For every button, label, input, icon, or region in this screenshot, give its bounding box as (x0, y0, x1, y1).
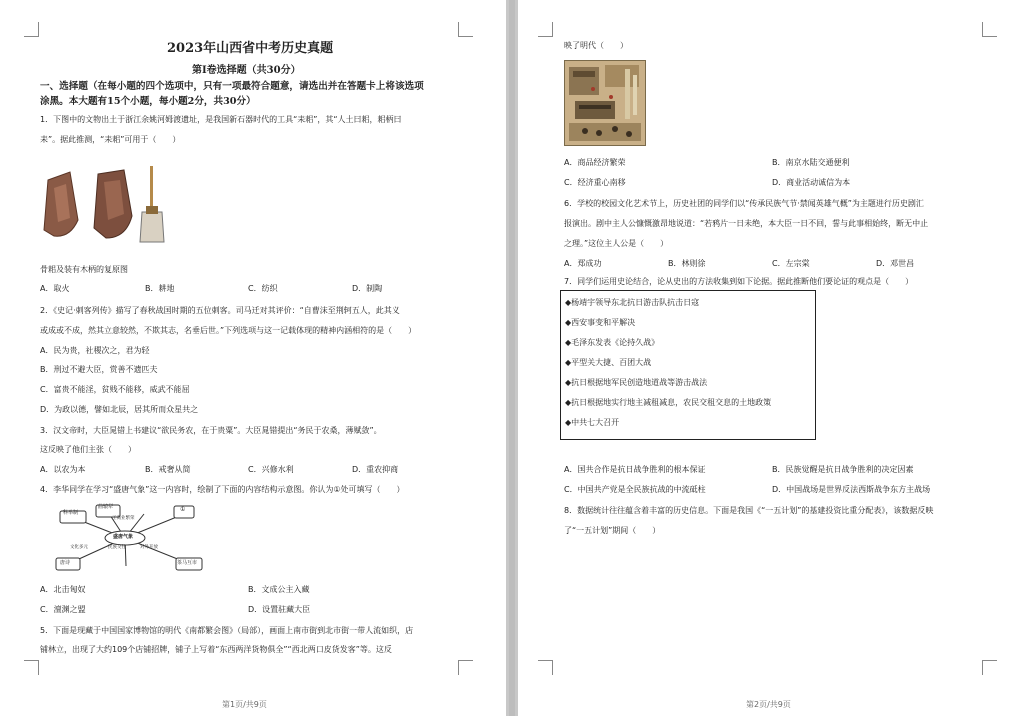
mind-map-node: 曲辕犁 (98, 504, 114, 510)
question-2-text: 或成或不成，然其立意较然，不欺其志，名垂后世。”下列选项与这一记载体现的精神内涵相符的是（ ） (40, 326, 417, 335)
document-page-2 (518, 0, 1024, 716)
evidence-box (560, 290, 816, 440)
mind-map-node: 唐诗 (60, 560, 71, 566)
question-3-text: 这反映了他们主张（ ） (40, 445, 136, 454)
question-5-text: 映了明代（ ） (564, 41, 628, 50)
evidence-item: ◆抗日根据地军民创造地道战等游击战法 (565, 378, 708, 387)
mind-map-node: ① (180, 506, 186, 513)
question-5-text: 5．下面是现藏于中国国家博物馆的明代《南都繁会图》（局部），画面上南市街到北市街一带人流如织，店 (40, 626, 414, 635)
question-8-text: 了“一五计划”期间（ ） (564, 526, 661, 535)
option-d: D．中国战场是世界反法西斯战争东方主战场 (772, 485, 931, 494)
option-b: B．文成公主入藏 (248, 585, 310, 594)
crop-mark (982, 22, 997, 37)
option-d: D．邓世昌 (876, 259, 915, 268)
page-number: 第1页/共9页 (222, 700, 267, 709)
mind-map-center: 盛唐气象 (113, 534, 134, 540)
question-6-text: 报演出。剧中主人公慷慨激昂地说道：“若鸦片一日未绝，本大臣一日不回，誓与此事相始终，断无中止 (564, 219, 929, 228)
question-3-text: 3．汉文帝时，大臣晁错上书建议“欲民务农，在于贵粟”。大臣晁错提出“务民于农桑，薄赋敛”。 (40, 426, 382, 435)
option-c: C．左宗棠 (772, 259, 810, 268)
option-a: A．民为贵，社稷次之，君为轻 (40, 346, 150, 355)
bone-spade-image (40, 160, 180, 250)
option-c: C．中国共产党是全民族抗战的中流砥柱 (564, 485, 706, 494)
question-7-text: 7．同学们运用史论结合，论从史出的方法收集到如下论据。据此推断他们要论证的观点是（ ） (564, 277, 914, 286)
option-c: C．富贵不能淫，贫贱不能移，威武不能屈 (40, 385, 190, 394)
option-b: B．戒奢从简 (145, 465, 191, 474)
page-number: 第2页/共9页 (746, 700, 791, 709)
section-title: 第Ⅰ卷选择题（共30分） (192, 65, 301, 76)
option-c: C．兴修水利 (248, 465, 294, 474)
option-d: D．重农抑商 (352, 465, 399, 474)
question-4-text: 4．李华同学在学习“盛唐气象”这一内容时，绘制了下面的内容结构示意图。你认为①处可填写（ ） (40, 485, 405, 494)
scrollbar[interactable] (509, 0, 515, 716)
option-b: B．刑过不避大臣，赏善不遗匹夫 (40, 365, 158, 374)
crop-mark (538, 22, 553, 37)
page-gutter (506, 0, 518, 716)
option-d: D．商业活动诚信为本 (772, 178, 851, 187)
option-d: D．制陶 (352, 284, 383, 293)
mind-map-node: 工商业繁荣 (112, 516, 135, 521)
option-a: A．国共合作是抗日战争胜利的根本保证 (564, 465, 706, 474)
evidence-item: ◆西安事变和平解决 (565, 318, 636, 327)
evidence-item: ◆抗日根据地实行地主减租减息，农民交租交息的土地政策 (565, 398, 772, 407)
crop-mark (24, 660, 39, 675)
evidence-item: ◆杨靖宇领导东北抗日游击队抗击日寇 (565, 298, 700, 307)
question-1-text: 耒”。据此推测，“耒耜”可用于（ ） (40, 135, 181, 144)
mind-map-node: 科举制 (63, 510, 79, 516)
mind-map-node: 对外开放 (140, 545, 158, 550)
question-1-text: 1．下图中的文物出土于浙江余姚河姆渡遗址，是我国新石器时代的工具“耒耜”，其“人土曰耜，耜柄曰 (40, 115, 402, 124)
crop-mark (458, 22, 473, 37)
option-b: B．民族觉醒是抗日战争胜利的决定因素 (772, 465, 914, 474)
crop-mark (458, 660, 473, 675)
crop-mark (538, 660, 553, 675)
mind-map-node: 民族交往 (108, 545, 126, 550)
instructions-line-1: 一、选择题（在每小题的四个选项中，只有一项最符合题意，请选出并在答题卡上将该选项 (40, 81, 424, 92)
evidence-item: ◆中共七大召开 (565, 418, 620, 427)
option-a: A．以农为本 (40, 465, 86, 474)
question-8-text: 8．数据统计往往蕴含着丰富的历史信息。下面是我国《“一五计划”的基建投资比重分配表》，该数据反映 (564, 506, 934, 515)
option-c: C．经济重心南移 (564, 178, 626, 187)
option-a: A．商品经济繁荣 (564, 158, 626, 167)
question-6-text: 之理。”这位主人公是（ ） (564, 239, 669, 248)
crop-mark (24, 22, 39, 37)
evidence-item: ◆毛泽东发表《论持久战》 (565, 338, 660, 347)
option-c: C．纺织 (248, 284, 278, 293)
crop-mark (982, 660, 997, 675)
question-5-text: 铺林立，出现了大约109个店铺招牌，铺子上写着“东西两洋货物俱全”“西北两口皮货发客”等。这反 (40, 645, 392, 654)
instructions-line-2: 涂黑。本大题有15个小题，每小题2分，共30分） (40, 96, 256, 107)
document-page-1 (0, 0, 506, 716)
option-d: D．设置驻藏大臣 (248, 605, 311, 614)
option-a: A．北击匈奴 (40, 585, 86, 594)
ming-painting-image (564, 60, 646, 146)
option-a: A．郑成功 (564, 259, 602, 268)
option-c: C．澶渊之盟 (40, 605, 86, 614)
option-b: B．耕地 (145, 284, 175, 293)
option-b: B．南京水陆交通便利 (772, 158, 850, 167)
question-6-text: 6．学校的校园文化艺术节上，历史社团的同学们以“传承民族气节·禁闻英雄气概”为主题进行历史剧汇 (564, 199, 924, 208)
option-d: D．为政以德，譬如北辰，居其所而众星共之 (40, 405, 199, 414)
mind-map-node: 文化多元 (70, 545, 88, 550)
option-a: A．取火 (40, 284, 70, 293)
page-title: 2023年山西省中考历史真题 (167, 41, 334, 56)
evidence-item: ◆平型关大捷、百团大战 (565, 358, 652, 367)
mind-map-node: 茶马互市 (177, 560, 198, 566)
question-2-text: 2．《史记·刺客列传》描写了春秋战国时期的五位刺客。司马迁对其评价：“自曹沫至荆轲五人，此其义 (40, 306, 400, 315)
question-1-caption: 骨耜及装有木柄的复原图 (40, 265, 128, 274)
option-b: B．林则徐 (668, 259, 706, 268)
